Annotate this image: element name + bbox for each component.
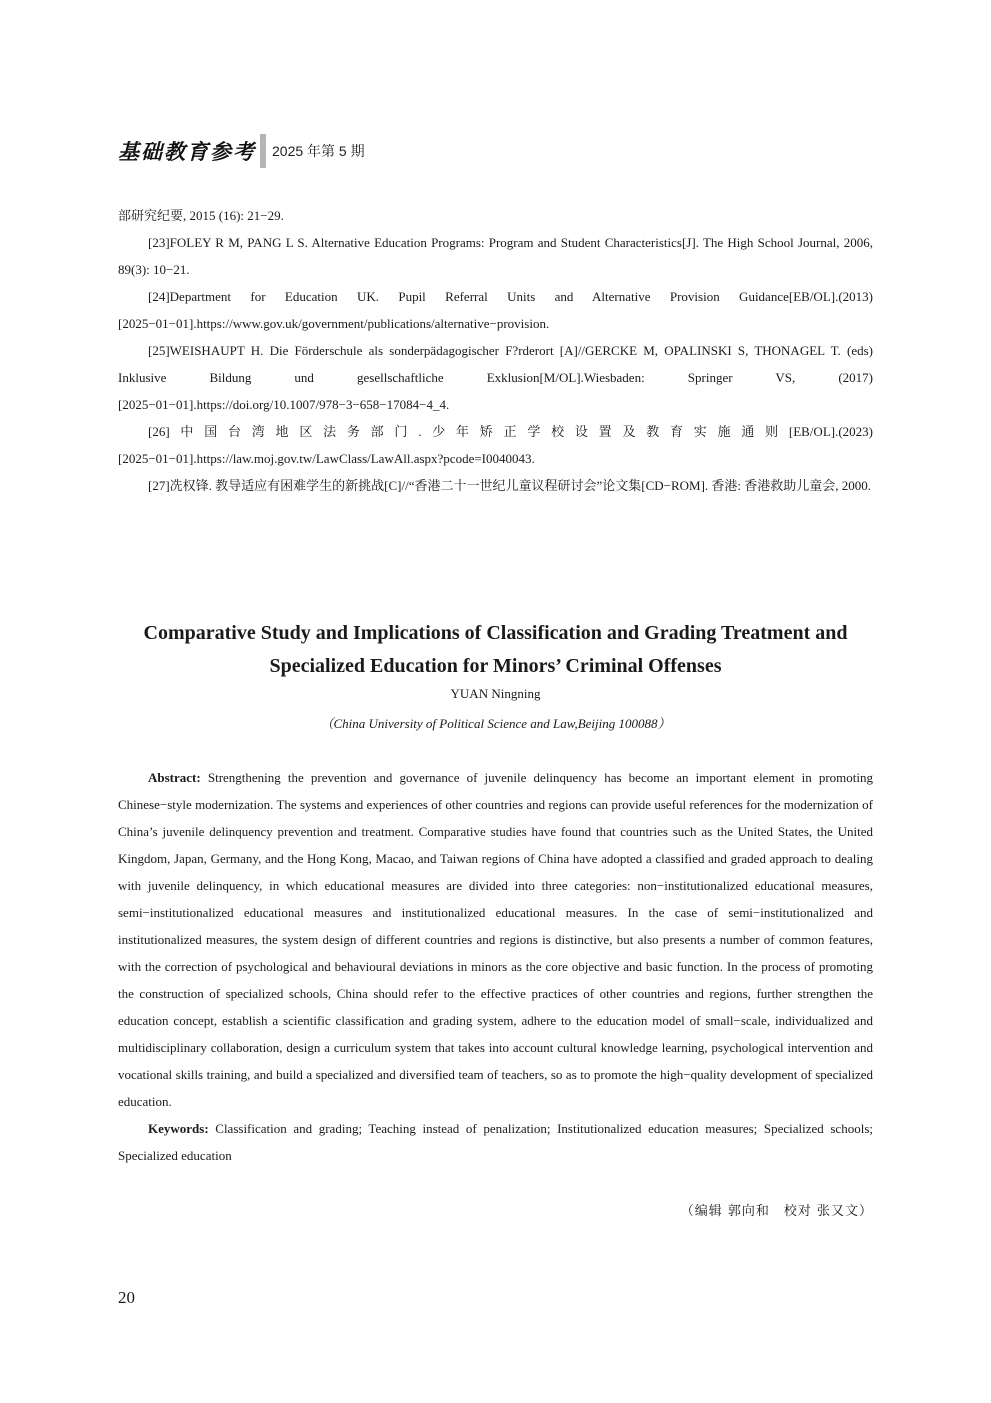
issue-label: 2025 年第 5 期 [272, 143, 365, 159]
abstract-paragraph [118, 764, 873, 1115]
running-header [118, 134, 365, 168]
page-number: 20 [118, 1288, 135, 1307]
abstract-section [118, 764, 873, 1169]
reference-item: [23]FOLEY R M, PANG L S. Alternative Education Programs: Program and Student Characteristics[J]. The High School Journal, 2006, 89(3): 10−21. [118, 235, 873, 277]
author-name: YUAN Ningning [450, 686, 541, 701]
abstract-text: Strengthening the prevention and governance of juvenile delinquency has become an important element in promoting Chinese−style modernization. The systems and experiences of other countries and regions can provide useful references for the modernization of China’s juvenile delinquency prevention and treatment. Comparative studies have found that countries such as the United States, the United Kingdom, Japan, Germany, and the Hong Kong, Macao, and Taiwan regions of China have adopted a classified and graded approach to dealing with juvenile delinquency, in which educational measures are divided into three categories: non−institutionalized educational measures, semi−institutionalized educational measures and institutionalized educational measures. In the case of semi−institutionalized and institutionalized measures, the system design of different countries and regions is distinctive, but also presents a number of common features, with the correction of psychological and behavioural deviations in minors as the core objective and basic function. In the process of promoting the construction of specialized schools, China should refer to the effective practices of other countries and regions, further strengthen the education concept, establish a scientific classification and grading system, adhere to the education model of small−scale, individualized and multidisciplinary collaboration, design a curriculum system that takes into account cultural knowledge learning, psychological intervention and vocational skills training, and build a specialized and diversified team of teachers, so as to promote the high−quality development of specialized education. [118, 770, 873, 1109]
article-title: Comparative Study and Implications of Classification and Grading Treatment and Specialized Education for Minors’ Criminal Offenses [143, 622, 848, 677]
author-affiliation: （China University of Political Science and Law,Beijing 100088） [320, 716, 671, 731]
reference-item: [24]Department for Education UK. Pupil Referral Units and Alternative Provision Guidance[EB/OL].(2013) [2025−01−01].https://www.gov.uk/government/publications/alternative−provision. [118, 289, 873, 331]
reference-item: [26]中国台湾地区法务部门.少年矫正学校设置及教育实施通则[EB/OL].(2023) [2025−01−01].https://law.moj.gov.tw/LawClass/LawAll.aspx?pcode=I0040043. [118, 424, 873, 466]
abstract-label: Abstract: [148, 770, 201, 785]
keywords-text: Classification and grading; Teaching instead of penalization; Institutionalized education measures; Specialized schools; Specialized education [118, 1121, 873, 1163]
reference-item: [27]冼权锋. 教导适应有困难学生的新挑战[C]//“香港二十一世纪儿童议程研讨会”论文集[CD−ROM]. 香港: 香港救助儿童会, 2000. [148, 478, 872, 493]
reference-item: 部研究纪要, 2015 (16): 21−29. [118, 208, 284, 223]
reference-list [118, 202, 873, 499]
keywords-label: Keywords: [148, 1121, 209, 1136]
journal-name: 基础教育参考 [118, 139, 256, 164]
editor-note: （编辑 郭向和 校对 张又文） [680, 1204, 873, 1219]
reference-item: [25]WEISHAUPT H. Die Förderschule als sonderpädagogischer F?rderort [A]//GERCKE M, OPALINSKI S, THONAGEL T. (eds) Inklusive Bildung und gesellschaftliche Exklusion[M/OL].Wiesbaden: Springer VS, (2017)[2025−01−01].https://doi.org/10.1007/978−3−658−17084−4_4. [118, 343, 873, 412]
header-divider [260, 134, 266, 168]
keywords-paragraph [118, 1115, 873, 1169]
